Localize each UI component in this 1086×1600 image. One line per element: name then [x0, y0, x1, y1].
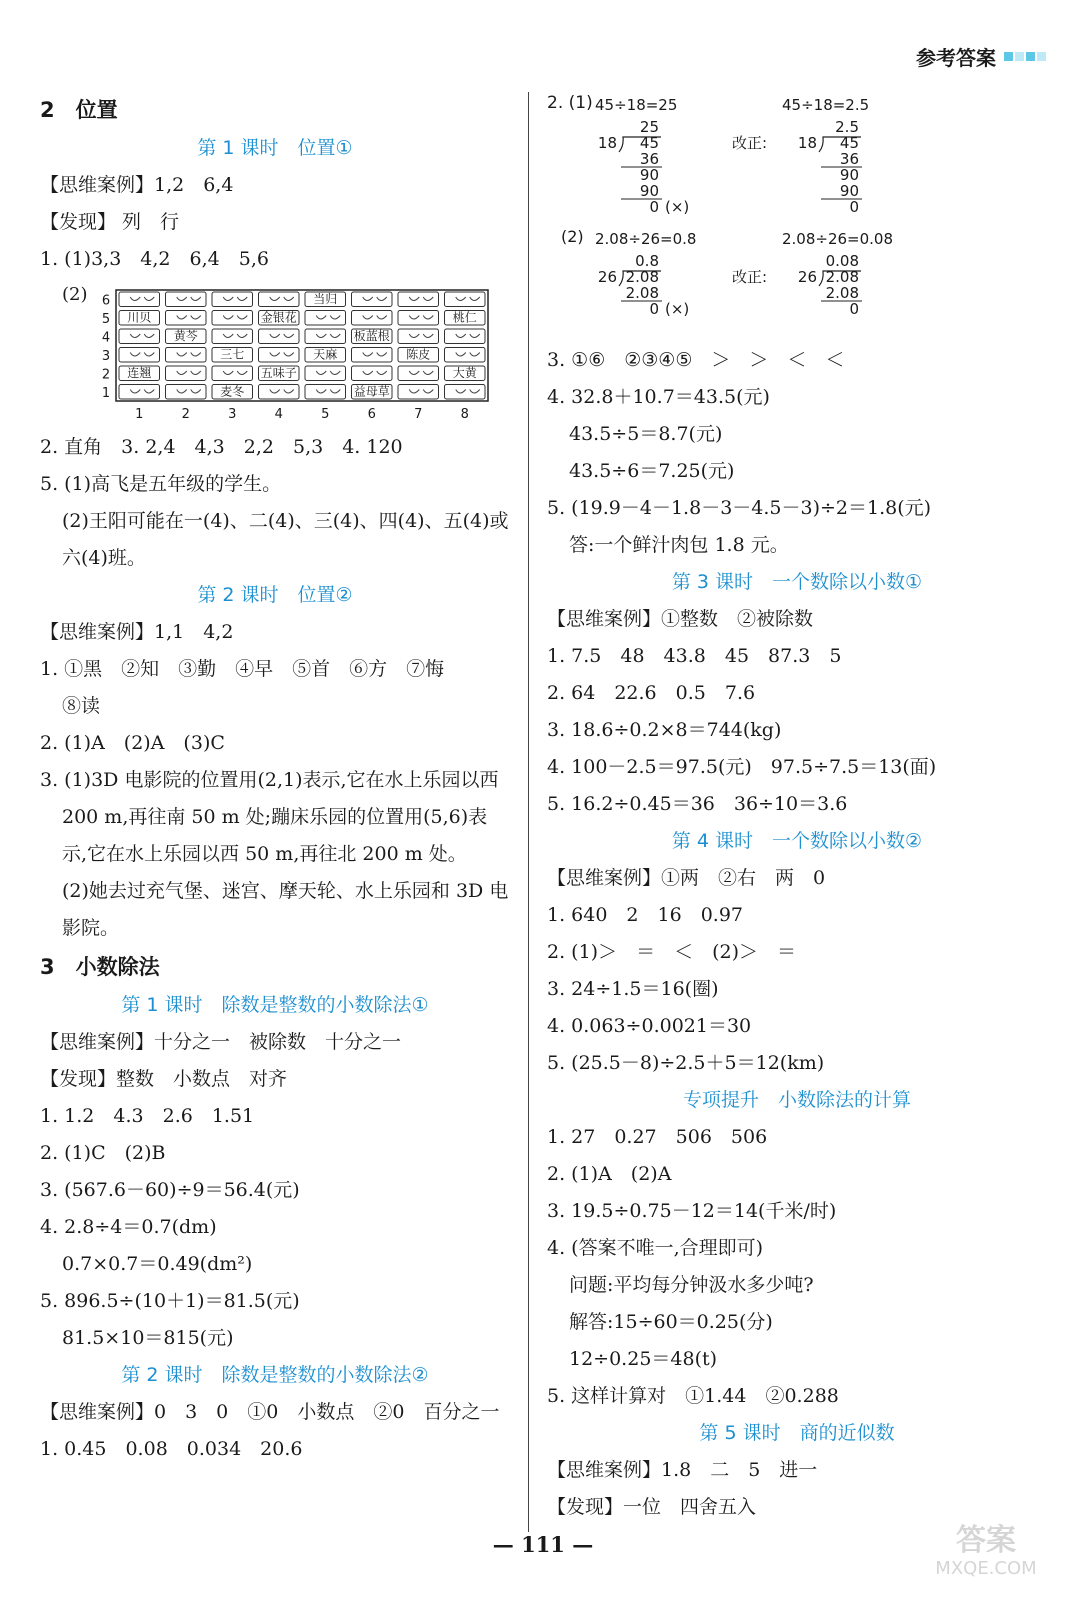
lesson-heading: 专项提升 小数除法的计算 [682, 1089, 911, 1111]
grid-seat [258, 385, 299, 400]
answer-continuation: 12÷0.25＝48(t) [569, 1348, 718, 1370]
division-step: 90 [639, 166, 659, 184]
grid-seat [444, 348, 485, 363]
right-column [547, 90, 1047, 1526]
wrong-division [598, 252, 689, 318]
grid-col-label: 1 [134, 407, 143, 419]
answer-line: 2. (1)＞ ＝ ＜ (2)＞ ＝ [547, 941, 796, 963]
answer-line: 5. (1)高飞是五年级的学生。 [40, 473, 282, 495]
division-step: 2.08 [625, 284, 659, 302]
answer-line: 【思维案例】1.8 二 5 进一 [547, 1459, 818, 1481]
answer-line: 【思维案例】①整数 ②被除数 [547, 608, 814, 630]
herb-label: 麦冬 [219, 384, 244, 399]
answer-continuation: 0.7×0.7＝0.49(dm²) [62, 1253, 253, 1275]
answer-line: 4. 2.8÷4＝0.7(dm) [40, 1216, 217, 1238]
grid-seat [398, 366, 439, 381]
grid-col-label: 8 [460, 407, 469, 419]
answer-line: 【发现】一位 四舍五入 [547, 1496, 757, 1518]
grid-seat [351, 348, 392, 363]
quotient: 25 [639, 118, 659, 136]
long-division-2 [547, 228, 1047, 338]
lesson-heading: 第 2 课时 位置② [197, 584, 353, 606]
division-step: 0 [849, 300, 859, 318]
answer-line: 【发现】 列 行 [40, 211, 180, 233]
answer-continuation: 影院。 [62, 917, 120, 939]
grid-seat [398, 329, 439, 344]
answer-line: 1. 7.5 48 43.8 45 87.3 5 [547, 645, 842, 667]
answer-line: 5. (19.9－4－1.8－3－4.5－3)÷2＝1.8(元) [547, 497, 932, 519]
answer-continuation: 43.5÷6＝7.25(元) [569, 460, 735, 482]
long-division-block [547, 228, 1047, 338]
answer-continuation: 43.5÷5＝8.7(元) [569, 423, 723, 445]
answer-line: 3. 24÷1.5＝16(圈) [547, 978, 719, 1000]
division-step: 36 [639, 150, 659, 168]
grid-row-label: 6 [101, 293, 110, 309]
answer-line: 5. (25.5－8)÷2.5＋5＝12(km) [547, 1052, 825, 1074]
herb-label: 当归 [312, 292, 337, 306]
section-heading: 3 小数除法 [40, 955, 160, 979]
grid-col-label: 3 [227, 407, 236, 419]
grid-col-label: 4 [274, 407, 283, 419]
lesson-heading: 第 3 课时 一个数除以小数① [671, 571, 923, 593]
divisor: 26 [797, 268, 817, 286]
grid-seat [212, 366, 253, 381]
grid-question-label: (2) [62, 284, 88, 305]
answer-continuation: 问题:平均每分钟汲水多少吨? [569, 1274, 814, 1296]
answer-line: 1. 1.2 4.3 2.6 1.51 [40, 1105, 255, 1127]
equation: 45÷18=25 [595, 96, 678, 114]
answer-continuation: 解答:15÷60＝0.25(分) [569, 1311, 773, 1333]
answer-line: 3. ①⑥ ②③④⑤ ＞ ＞ ＜ ＜ [547, 349, 845, 371]
grid-col-label: 5 [320, 407, 329, 419]
grid-row-label: 2 [101, 367, 110, 383]
answer-continuation: (2)王阳可能在一(4)、二(4)、三(4)、四(4)、五(4)或 [62, 510, 509, 532]
question-label: (2) [561, 228, 584, 246]
correct-division [798, 252, 862, 318]
herb-label: 陈皮 [405, 347, 430, 362]
grid-seat [305, 385, 346, 400]
grid-seat [444, 292, 485, 307]
lesson-heading: 第 5 课时 商的近似数 [699, 1422, 895, 1444]
answer-line: 【思维案例】①两 ②右 两 0 [547, 867, 826, 889]
answer-line: 【发现】整数 小数点 对齐 [40, 1068, 288, 1090]
answer-line: 5. 896.5÷(10＋1)＝81.5(元) [40, 1290, 300, 1312]
answer-line: 2. (1)A (2)A (3)C [40, 732, 225, 754]
equation: 45÷18=2.5 [782, 96, 870, 114]
herb-label: 川贝 [126, 310, 151, 325]
answer-line: 【思维案例】十分之一 被除数 十分之一 [40, 1031, 402, 1053]
grid-seat [212, 311, 253, 326]
answer-line: 1. 27 0.27 506 506 [547, 1126, 768, 1148]
grid-seat [119, 385, 160, 400]
herb-label: 大黄 [452, 366, 477, 380]
lesson-heading: 第 4 课时 一个数除以小数② [671, 830, 923, 852]
grid-row-label: 3 [101, 348, 110, 364]
question-label: 2. (1) [547, 94, 593, 113]
grid-seat [305, 311, 346, 326]
herb-label: 天麻 [312, 347, 337, 362]
page-header [916, 42, 1046, 71]
answer-line: 【思维案例】1,1 4,2 [40, 621, 234, 643]
division-step: 90 [839, 166, 859, 184]
grid-seat [398, 385, 439, 400]
grid-seat [398, 292, 439, 307]
herb-label: 金银花 [260, 310, 297, 325]
grid-seat [119, 329, 160, 344]
answer-line: 1. 640 2 16 0.97 [547, 904, 744, 926]
grid-col-label: 6 [367, 407, 376, 419]
svg-text:答案: 答案 [956, 1523, 1016, 1558]
herb-label: 板蓝根 [353, 329, 390, 343]
lesson-heading: 第 2 课时 除数是整数的小数除法② [121, 1364, 429, 1386]
answer-continuation: 六(4)班。 [62, 547, 146, 569]
answer-continuation: 答:一个鲜汁肉包 1.8 元。 [569, 534, 789, 556]
grid-seat [165, 311, 206, 326]
divisor: 18 [597, 134, 617, 152]
lesson-heading: 第 1 课时 除数是整数的小数除法① [121, 994, 429, 1016]
grid-seat [119, 292, 160, 307]
grid-row-label: 5 [101, 311, 110, 327]
answer-line: 4. (答案不唯一,合理即可) [547, 1237, 764, 1259]
answer-line: 4. 32.8＋10.7＝43.5(元) [547, 386, 770, 408]
equation: 2.08÷26=0.8 [595, 230, 697, 248]
quotient: 0.08 [825, 252, 859, 270]
wrong-mark: (×) [665, 300, 690, 318]
answer-continuation: (2)她去过充气堡、迷宫、摩天轮、水上乐园和 3D 电 [62, 880, 509, 902]
grid-seat [351, 366, 392, 381]
answer-line: 3. (567.6－60)÷9＝56.4(元) [40, 1179, 300, 1201]
watermark-logo [916, 1512, 1056, 1582]
herb-label: 桃仁 [452, 310, 477, 325]
answer-line: 4. 100－2.5＝97.5(元) 97.5÷7.5＝13(面) [547, 756, 937, 778]
grid-row-label: 1 [101, 385, 110, 401]
grid-seat [165, 385, 206, 400]
equation: 2.08÷26=0.08 [782, 230, 894, 248]
grid-seat [444, 385, 485, 400]
grid-seat [165, 348, 206, 363]
grid-seat [212, 329, 253, 344]
grid-seat [305, 329, 346, 344]
divisor: 26 [597, 268, 617, 286]
dividend: 45 [639, 134, 659, 152]
answer-continuation: 200 m,再往南 50 m 处;蹦床乐园的位置用(5,6)表 [62, 806, 488, 828]
answer-line: 【思维案例】1,2 6,4 [40, 174, 234, 196]
left-column [40, 90, 510, 1468]
grid-row-label: 4 [101, 330, 110, 346]
answer-continuation: 81.5×10＝815(元) [62, 1327, 234, 1349]
grid-seat [351, 292, 392, 307]
herb-label: 三七 [219, 347, 244, 362]
answer-line: 【思维案例】0 3 0 ①0 小数点 ②0 百分之一 [40, 1401, 500, 1423]
dividend: 45 [839, 134, 859, 152]
division-step: 0 [649, 198, 659, 216]
correct-division [798, 118, 862, 216]
svg-text:MXQE.COM: MXQE.COM [935, 1558, 1037, 1579]
grid-col-label: 2 [181, 407, 190, 419]
dividend: 2.08 [825, 268, 859, 286]
division-step: 90 [639, 182, 659, 200]
answer-line: 2. (1)A (2)A [547, 1163, 672, 1185]
long-division-block [547, 94, 1047, 224]
answer-continuation: ⑧读 [62, 695, 101, 717]
fix-label: 改正: [732, 134, 768, 152]
grid-seat [212, 292, 253, 307]
answer-line: 3. (1)3D 电影院的位置用(2,1)表示,它在水上乐园以西 [40, 769, 499, 791]
answer-line: 1. ①黑 ②知 ③勤 ④早 ⑤首 ⑥方 ⑦悔 [40, 658, 445, 680]
wrong-division [598, 118, 689, 216]
header-title: 参考答案 [916, 46, 996, 70]
seat-grid-figure [62, 284, 510, 419]
division-step: 0 [849, 198, 859, 216]
answer-line: 5. 16.2÷0.45＝36 36÷10＝3.6 [547, 793, 848, 815]
division-step: 90 [839, 182, 859, 200]
division-step: 36 [839, 150, 859, 168]
grid-seat [258, 348, 299, 363]
dividend: 2.08 [625, 268, 659, 286]
grid-seat [258, 292, 299, 307]
answer-line: 2. 64 22.6 0.5 7.6 [547, 682, 756, 704]
grid-seat [444, 329, 485, 344]
quotient: 0.8 [635, 252, 659, 270]
herb-label: 益母草 [353, 384, 390, 399]
answer-line: 4. 0.063÷0.0021＝30 [547, 1015, 752, 1037]
answer-line: 2. 直角 3. 2,4 4,3 2,2 5,3 4. 120 [40, 436, 403, 458]
answer-line: 1. (1)3,3 4,2 6,4 5,6 [40, 248, 269, 270]
herb-label: 五味子 [260, 366, 297, 380]
grid-seat [165, 292, 206, 307]
grid-seat [398, 311, 439, 326]
answer-line: 3. 19.5÷0.75－12＝14(千米/时) [547, 1200, 837, 1222]
wrong-mark: (×) [665, 198, 690, 216]
answer-continuation: 示,它在水上乐园以西 50 m,再往北 200 m 处。 [62, 843, 467, 865]
answer-line: 2. (1)C (2)B [40, 1142, 166, 1164]
grid-col-label: 7 [413, 407, 422, 419]
grid-seat [305, 366, 346, 381]
division-step: 2.08 [825, 284, 859, 302]
lesson-heading: 第 1 课时 位置① [197, 137, 353, 159]
section-heading: 2 位置 [40, 98, 118, 122]
answer-line: 3. 18.6÷0.2×8＝744(kg) [547, 719, 782, 741]
answer-line: 1. 0.45 0.08 0.034 20.6 [40, 1438, 303, 1460]
herb-label: 黄芩 [173, 329, 198, 343]
grid-seat [165, 366, 206, 381]
header-decoration-icon [1004, 52, 1046, 61]
page-number: — 111 — [492, 1532, 594, 1557]
herb-grid [94, 284, 494, 419]
quotient: 2.5 [835, 118, 859, 136]
column-divider [528, 92, 529, 1532]
herb-label: 连翘 [126, 366, 151, 380]
grid-seat [258, 329, 299, 344]
answer-line: 5. 这样计算对 ①1.44 ②0.288 [547, 1385, 839, 1407]
divisor: 18 [797, 134, 817, 152]
division-step: 0 [649, 300, 659, 318]
long-division-1 [547, 94, 1047, 224]
grid-seat [119, 348, 160, 363]
fix-label: 改正: [732, 268, 768, 286]
grid-seat [351, 311, 392, 326]
